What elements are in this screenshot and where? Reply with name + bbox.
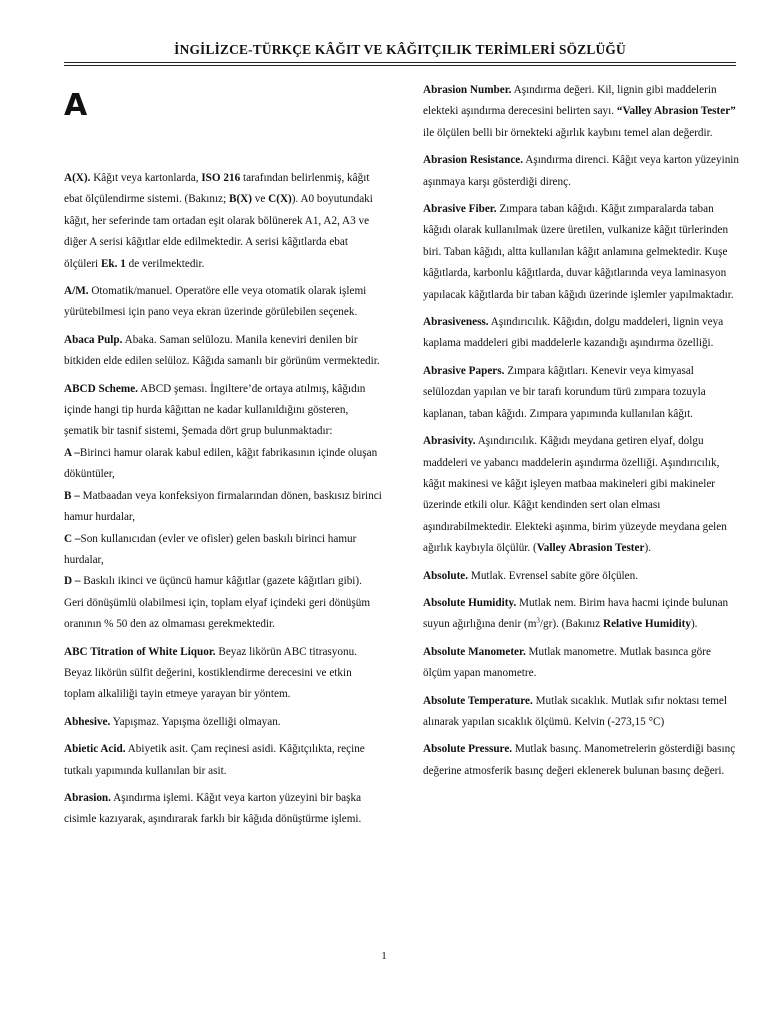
list-label: D – <box>64 575 81 588</box>
entry-text: Kâğıt veya kartonlarda, <box>90 172 202 184</box>
entry-term: Absolute. <box>423 569 469 582</box>
entry-term: Absolute Manometer. <box>423 645 526 658</box>
entry-term: Abrasive Papers. <box>423 364 505 377</box>
entry-text: Aşındırma işlemi. Kâğıt veya karton yüzeyini bir başka cisimle kazıyarak, aşındırarak farklı bir kâğıda dönüştürme işlemi. <box>64 791 362 826</box>
entry-text: ve <box>251 193 269 206</box>
list-item <box>64 529 382 572</box>
entry-emphasis: Valley Abrasion Tester <box>536 542 645 555</box>
entry-text: Aşındırma değeri. Kil, lignin gibi maddelerin elekteki aşındırma derecesini belirten sayı. <box>423 84 717 118</box>
entry-absolute-manometer <box>423 642 741 685</box>
entry-absolute-temperature <box>423 691 741 734</box>
entry-note: Geri dönüşümlü olabilmesi için, toplam elyaf içindeki geri dönüşüm oranının % 50 den az olmaması gerekmektedir. <box>64 596 371 631</box>
list-item <box>64 571 382 592</box>
entry-text: Otomatik/manuel. Operatöre elle veya otomatik olarak işlemi yürütebilmesi için pano veya ekran üzerinde görülebilen seçenek. <box>64 285 367 319</box>
entry-abrasion-resistance <box>423 150 741 193</box>
entry-text: Abaka. Saman selülozu. Manila keneviri denilen bir bitkiden elde edilen selüloz. Kâğıda samanlı bir görünüm vermektedir. <box>64 333 380 368</box>
entry-text: Aşındırıcılık. Kâğıdı meydana getiren elyaf, dolgu maddeleri ve yabancı maddelerin aşındırma özelliği. Aşındırıcılık, kâğıt makinesi ve kâğıt işleyen matbaa makineleri gibi makineler üzerinde etkili olur. Kâğıt kendinden sert olan elması aşındırabilmektedir. Elekteki aşınma, birim yüzeyde meydana gelen ağırlık kaybıyla ölçülür. ( <box>423 435 727 555</box>
entry-term: A/M. <box>64 285 89 298</box>
entry-term: Abrasiveness. <box>423 316 489 329</box>
section-letter: A <box>64 88 88 123</box>
entry-text: de verilmektedir. <box>125 257 205 270</box>
entry-emphasis: Ek. 1 <box>100 257 126 270</box>
entry-text: Yapışmaz. Yapışma özelliği olmayan. <box>110 715 281 728</box>
right-column <box>423 80 741 788</box>
entry-text: ile ölçülen belli bir örnekteki ağırlık kaybını temel alan değerdir. <box>423 126 713 139</box>
header-rule <box>64 62 736 63</box>
entry-term: Absolute Temperature. <box>423 694 533 707</box>
superscript: 3 <box>536 616 540 625</box>
entry-term: Abrasion Number. <box>423 84 512 96</box>
entry-abrasion-number <box>423 80 741 144</box>
entry-emphasis: “Valley Abrasion Tester” <box>616 105 736 118</box>
header-rule-thin <box>64 65 736 66</box>
entry-text: tarafından belirlenmiş, kâğıt ebat ölçülendirme sistemi. (Bakınız; <box>64 172 370 206</box>
entry-abc-titration <box>64 642 382 706</box>
entry-term: A(X). <box>64 172 91 184</box>
entry-text: ). <box>644 542 651 555</box>
entry-emphasis: C(X) <box>268 193 292 206</box>
entry-text: Zımpara kâğıtları. Kenevir veya kimyasal selülozdan yapılan ve bir tarafı korundum türü zımpara tozuyla kaplanan, taban kâğıdı. Zımpara yapımında kullanılan kâğıt. <box>423 364 706 420</box>
entry-emphasis: ISO 216 <box>201 172 241 184</box>
entry-term: Abhesive. <box>64 715 111 728</box>
list-label: B – <box>64 489 80 502</box>
entry-term: Abrasion. <box>64 791 111 804</box>
entry-abrasivity <box>423 431 741 559</box>
entry-abietic-acid <box>64 739 382 782</box>
list-text: Son kullanıcıdan (evler ve ofisler) gelen baskılı birinci hamur hurdalar, <box>64 532 357 566</box>
entry-term: Abrasion Resistance. <box>423 154 524 167</box>
page-header-title: İNGİLİZCE-TÜRKÇE KÂĞIT VE KÂĞITÇILIK TERİMLERİ SÖZLÜĞÜ <box>174 42 626 57</box>
entry-text: /gr). (Bakınız <box>539 618 603 631</box>
entry-text: Mutlak manometre. Mutlak basınca göre ölçüm yapan manometre. <box>423 645 711 680</box>
entry-emphasis: Relative Humidity <box>602 618 691 631</box>
entry-term: ABCD Scheme. <box>64 382 138 395</box>
list-label: A – <box>64 446 80 459</box>
entry-abrasion <box>64 788 382 831</box>
entry-text: Zımpara taban kâğıdı. Kâğıt zımparalarda taban kâğıdı olarak kullanılmak üzere üretilen, vulkanize kâğıt türlerinden biri. Taban kâğıdı, altta kullanılan kâğıt anlamına gelmektedir. Kuşe kâğıtlarda, karbonlu kâğıtlarda, duvar kâğıtlarında veya laminasyon yapılacak kâğıtlarda bir taban kâğıdı üzerinde işlemler yapılmaktadır. <box>423 203 734 301</box>
entry-term: Abrasivity. <box>423 435 476 448</box>
list-item <box>64 486 382 529</box>
entry-abhesive <box>64 712 382 733</box>
entry-text: Mutlak basınç. Manometrelerin gösterdiği basınç değerine atmosferik basınç değeri eklenerek bulunan basınç değeri. <box>423 743 736 777</box>
entry-abrasiveness <box>423 312 741 355</box>
entry-am <box>64 281 382 324</box>
list-text: Baskılı ikinci ve üçüncü hamur kâğıtlar (gazete kâğıtları gibi). <box>80 575 362 588</box>
entry-text: ABCD şeması. İngiltere’de ortaya atılmış, kâğıdın içinde hangi tip hurda kâğıttan ne kadar kullanıldığını gösteren, şematik bir tasnif sistemi, Şemada dört grup bulunmaktadır: <box>64 382 366 438</box>
page-number: 1 <box>381 950 387 962</box>
entry-text: Aşındırıcılık. Kâğıdın, dolgu maddeleri, lignin veya kaplama maddeleri gibi maddelerle kazandığı aşındırma özelliği. <box>423 316 724 350</box>
entry-emphasis: B(X) <box>228 193 252 206</box>
entry-text: Aşındırma direnci. Kâğıt veya karton yüzeyinin aşınmaya karşı gösterdiği direnç. <box>423 154 739 188</box>
entry-abrasive-papers <box>423 361 741 425</box>
entry-term: ABC Titration of White Liquor. <box>64 645 216 658</box>
entry-abcd-scheme <box>64 379 382 636</box>
entry-text: Mutlak. Evrensel sabite göre ölçülen. <box>468 569 639 582</box>
entry-term: Abietic Acid. <box>64 743 126 756</box>
entry-abrasive-fiber <box>423 199 741 306</box>
entry-text: Abiyetik asit. Çam reçinesi asidi. Kâğıtçılıkta, reçine tutkalı yapımında kullanılan bir asit. <box>64 743 365 777</box>
entry-absolute <box>423 566 741 587</box>
entry-ax <box>64 168 382 275</box>
entry-abaca-pulp <box>64 330 382 373</box>
entry-absolute-pressure <box>423 739 741 782</box>
entry-term: Absolute Pressure. <box>423 743 513 756</box>
entry-text: Mutlak sıcaklık. Mutlak sıfır noktası temel alınarak yapılan sıcaklık ölçümü. Kelvin (-273,15 °C) <box>423 694 728 728</box>
entry-absolute-humidity <box>423 593 741 636</box>
entry-term: Absolute Humidity. <box>423 596 517 609</box>
entry-term: Abaca Pulp. <box>64 333 123 346</box>
list-label: C – <box>64 532 81 545</box>
left-column <box>64 80 382 837</box>
list-text: Matbaadan veya konfeksiyon firmalarından dönen, baskısız birinci hamur hurdalar, <box>64 489 382 524</box>
entry-text: Mutlak nem. Birim hava hacmi içinde bulunan suyun ağırlığına denir (m <box>423 596 729 631</box>
entry-text: Beyaz likörün ABC titrasyonu. Beyaz likörün sülfit değerini, kostiklendirme derecesini ve etkin toplam alkaliliği tayin etmeye yarayan bir yöntem. <box>64 645 357 701</box>
entry-text: ). A0 boyutundaki kâğıt, her seferinde tam ortadan eşit olarak bölünerek A1, A2, A3 ve diğer A serisi kâğıtlar elde edilmektedir. A serisi kâğıtlarda ebat ölçüleri <box>64 193 373 270</box>
entry-term: Abrasive Fiber. <box>423 203 497 216</box>
list-item <box>64 443 382 486</box>
list-text: Birinci hamur olarak kabul edilen, kâğıt fabrikasının içinde oluşan döküntüler, <box>64 446 378 481</box>
entry-text: ). <box>690 618 698 631</box>
